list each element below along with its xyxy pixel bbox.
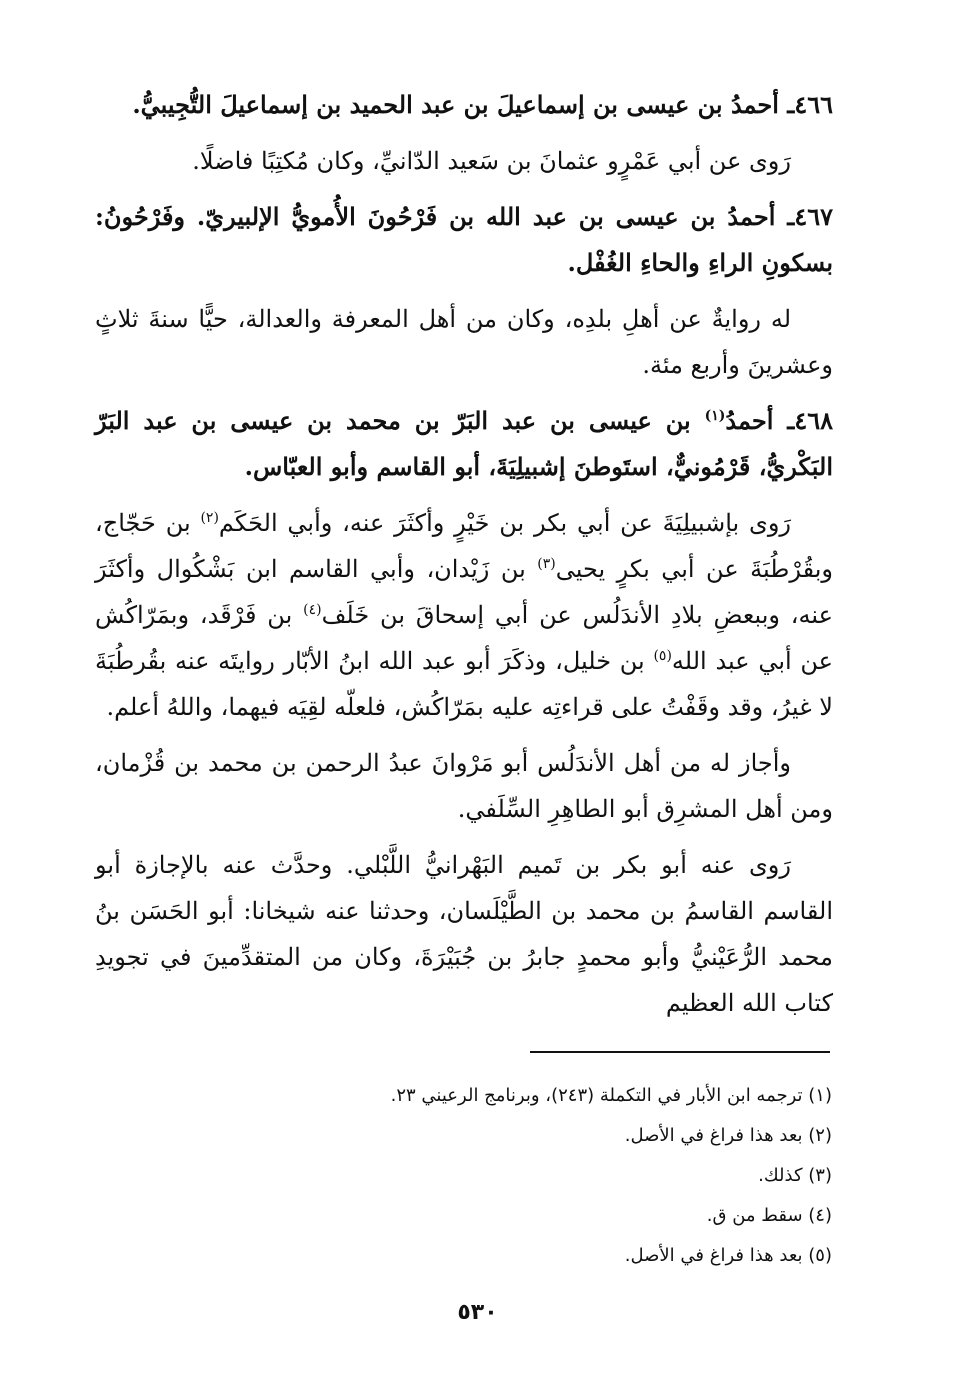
footnote-3: (٣) كذلك. [758,1165,832,1186]
footnote-divider [530,1051,830,1053]
main-text [95,82,833,1036]
entry-468-heading [95,398,833,490]
entry-466-title: ٤٦٦ـ أحمدُ بن عيسى بن إسماعيلَ بن عبد الحميد بن إسماعيلَ التُّجِيبيُّ. [132,90,833,119]
entry-468-title-b: بن عيسى بن عبد البَرّ بن محمد بن عيسى بن عبد البَرّ البَكْريُّ، قَرْمُونيٌّ، استَوطنَ إشبيلِيَةَ، أبو القاسم وأبو العبّاس. [95,406,833,481]
paragraph-1-part-d: بن فَرْقَد، وبمَرّاكُش عن أبي عبد الله [95,601,834,675]
footnote-5: (٥) بعد هذا فراغ في الأصل. [624,1245,832,1266]
footnote-ref-2: (٢) [200,510,219,526]
entry-468-paragraph-1 [95,500,833,730]
footnote-ref-4: (٤) [303,602,322,618]
entry-467-heading [95,194,833,286]
entry-466-paragraph: رَوى عن أبي عَمْرٍو عثمانَ بن سَعيد الدّانيِّ، وكان مُكتِبًا فاضلًا. [192,147,791,175]
footnote-2: (٢) بعد هذا فراغ في الأصل. [624,1125,832,1146]
footnote-ref-5: (٥) [653,648,672,664]
entry-467-title: ٤٦٧ـ أحمدُ بن عيسى بن عبد الله بن فَرْحُونَ الأُمويُّ الإلبيريّ. وفَرْحُونُ: بسكونِ الراءِ والحاءِ الغُفْل. [95,202,833,277]
footnote-ref-3: (٣) [537,556,556,572]
entry-468-title-a: ٤٦٨ـ أحمدُ [725,406,833,435]
paragraph-1-part-a: رَوى بإشبيلِيَةَ عن أبي بكر بن خَيْرٍ وأكثَرَ عنه، وأبي الحَكَم [218,509,791,537]
entry-466-heading [95,82,833,128]
footnote-1: (١) ترجمه ابن الأبار في التكملة (٢٤٣)، وبرنامج الرعيني ٢٣. [390,1085,832,1106]
footnotes [200,1076,832,1276]
footnote-4: (٤) سقط من ق. [706,1205,832,1226]
paragraph-1-part-c: بن زَيْدان، وأبي القاسم ابن بَشْكُوال وأكثَرَ عنه، وببعضِ بلادِ الأندَلُس عن أبي إسحاقَ بن خَلَف [95,555,833,629]
entry-467-paragraph: له روايةٌ عن أهلِ بلدِه، وكان من أهل المعرفة والعدالة، حيًّا سنةَ ثلاثٍ وعشرينَ وأربع مئة. [95,305,833,379]
footnote-ref-1: (١) [704,408,726,424]
entry-468-paragraph-2: وأجاز له من أهل الأندَلُس أبو مَرْوانَ عبدُ الرحمن بن محمد بن قُزْمان، ومن أهل المشرِق أبو الطاهِرِ السِّلَفي. [95,749,833,823]
page-number: ٥٣٠ [457,1300,498,1325]
entry-468-paragraph-3: رَوى عنه أبو بكر بن تَميم البَهْرانيُّ اللَّبْلي. وحدَّث عنه بالإجازة أبو القاسم القاسمُ بن محمد بن الطَّيْلَسان، وحدثنا عنه شيخانا: أبو الحَسَن بنُ محمد الرُّعَيْنيُّ وأبو محمدٍ جابرُ بن جُبَيْرَةَ، وكان من المتقدِّمينَ في تجويدِ كتاب الله العظيم [95,851,833,1017]
paragraph-1-part-e: بن خليل، وذكَرَ أبو عبد الله ابنُ الأبّار روايتَه عنه بقُرطُبَةَ لا غيرُ، وقد وقَفْتُ على قراءتِه عليه بمَرّاكُش، فلعلّه لقِيَه فيهما، واللهُ أعلم. [95,647,833,721]
paragraph-1-part-b: بن حَجّاج، وبقُرْطُبَةَ عن أبي بكرٍ يحيى [95,509,833,583]
